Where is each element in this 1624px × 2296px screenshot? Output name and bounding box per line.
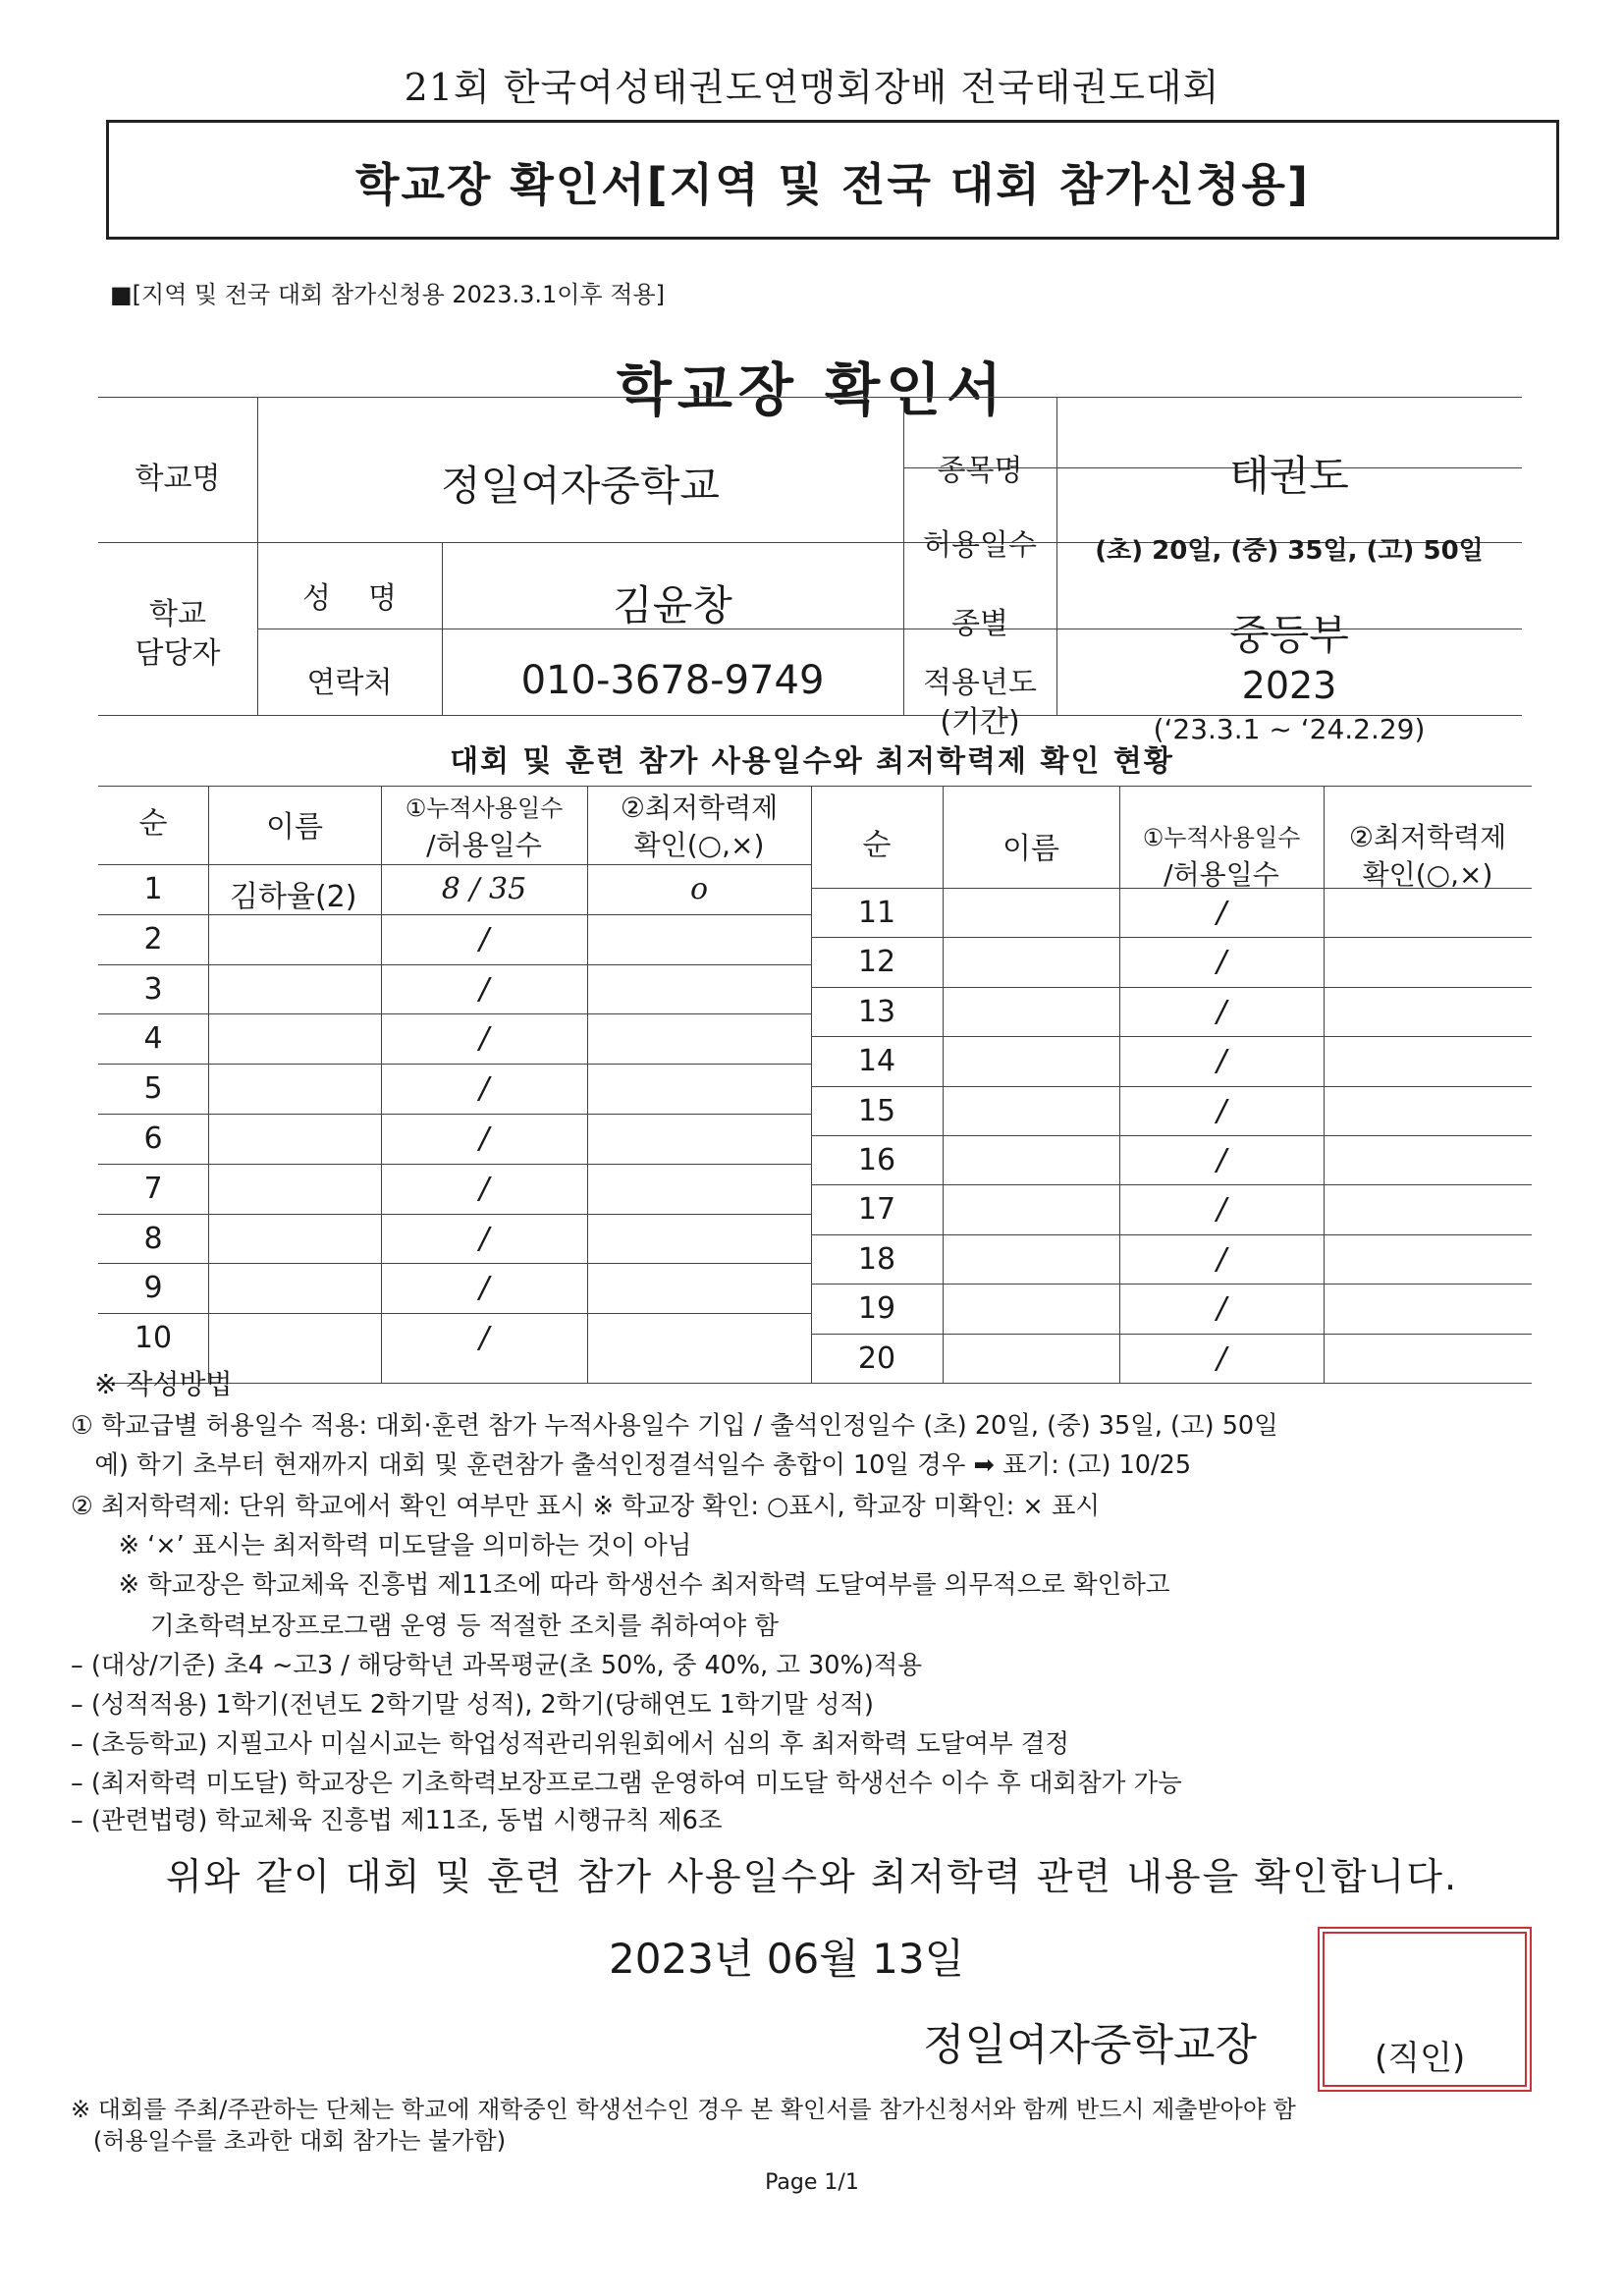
method-line: ※ 학교장은 학교체육 진흥법 제11조에 따라 학생선수 최저학력 도달여부를 의무적으로 확인하고 xyxy=(71,1570,1170,1600)
method-line: ① 학교급별 허용일수 적용: 대회·훈련 참가 누적사용일수 기입 / 출석인정일수 (초) 20일, (중) 35일, (고) 50일 xyxy=(71,1411,1278,1441)
left-row-days: / xyxy=(478,1121,490,1156)
event-label: 종목명 xyxy=(937,454,1023,488)
right-header-name: 이름 xyxy=(1002,832,1059,866)
left-row-days: / xyxy=(478,1171,490,1206)
right-header-check-2: 확인(○,×) xyxy=(1362,858,1493,891)
phone-value: 010-3678-9749 xyxy=(520,658,825,703)
confirm-statement: 위와 같이 대회 및 훈련 참가 사용일수와 최저학력 관련 내용을 확인합니다. xyxy=(165,1855,1459,1898)
school-label: 학교명 xyxy=(135,462,221,496)
allowed-label: 허용일수 xyxy=(923,528,1037,563)
contact-label-1: 학교 xyxy=(149,597,206,631)
method-line: 예) 학기 초부터 현재까지 대회 및 훈련참가 출석인정결석일수 총합이 10일 경우 ➡ 표기: (고) 10/25 xyxy=(71,1450,1192,1480)
right-row-days: / xyxy=(1216,1340,1227,1376)
left-row-name: 김하율(2) xyxy=(230,880,357,914)
method-line: ② 최저학력제: 단위 학교에서 확인 여부만 표시 ※ 학교장 확인: ○표시, 학교장 미확인: × 표시 xyxy=(71,1492,1101,1521)
school-name: 정일여자중학교 xyxy=(440,462,720,510)
year-label-1: 적용년도 xyxy=(923,666,1037,700)
right-row-no: 19 xyxy=(857,1291,896,1327)
right-row-no: 15 xyxy=(857,1093,896,1128)
doc-title: 학교장 확인서 xyxy=(616,356,1008,423)
left-row-no: 1 xyxy=(143,872,163,906)
table-subtitle: 대회 및 훈련 참가 사용일수와 최저학력제 확인 현황 xyxy=(450,744,1174,779)
right-row-no: 12 xyxy=(857,945,896,980)
name-label: 성 명 xyxy=(301,581,398,616)
category-value: 중등부 xyxy=(1229,611,1349,659)
method-line: – (초등학교) 지필고사 미실시교는 학업성적관리위원회에서 심의 후 최저학력 도달여부 결정 xyxy=(71,1729,1070,1759)
right-row-days: / xyxy=(1216,1241,1227,1277)
page-number: Page 1/1 xyxy=(765,2170,859,2195)
year-value: 2023 xyxy=(1241,664,1337,707)
left-header-days-1: ①누적사용일수 xyxy=(405,794,564,822)
left-row-no: 6 xyxy=(143,1121,163,1156)
left-row-no: 3 xyxy=(143,971,163,1007)
apply-note: ■[지역 및 전국 대회 참가신청용 2023.3.1이후 적용] xyxy=(110,281,665,308)
left-header-name: 이름 xyxy=(266,810,323,845)
right-header-days-2: /허용일수 xyxy=(1164,858,1279,891)
left-row-days: 8 / 35 xyxy=(441,872,527,906)
right-row-no: 11 xyxy=(857,896,896,930)
left-row-days: / xyxy=(478,971,490,1007)
event-value: 태권도 xyxy=(1229,452,1349,500)
method-title: ※ 작성방법 xyxy=(94,1368,233,1400)
method-line: 기초학력보장프로그램 운영 등 적절한 조치를 취하여야 함 xyxy=(71,1612,779,1641)
method-line: ※ ‘×’ 표시는 최저학력 미도달을 의미하는 것이 아님 xyxy=(71,1531,692,1560)
left-header-no: 순 xyxy=(138,806,168,841)
name-value: 김윤창 xyxy=(613,581,732,629)
right-row-no: 16 xyxy=(857,1143,896,1177)
left-row-no: 5 xyxy=(143,1071,163,1107)
left-row-no: 8 xyxy=(143,1221,163,1256)
phone-label: 연락처 xyxy=(306,666,393,700)
method-line: – (대상/기준) 초4 ~고3 / 해당학년 과목평균(초 50%, 중 40%, 고 30%)적용 xyxy=(71,1651,922,1680)
contact-label-2: 담당자 xyxy=(135,636,221,671)
left-header-days-2: /허용일수 xyxy=(426,829,542,861)
left-row-days: / xyxy=(478,1321,490,1356)
footnote-2: (허용일수를 초과한 대회 참가는 불가함) xyxy=(71,2127,507,2155)
right-row-days: / xyxy=(1216,994,1227,1029)
right-row-no: 20 xyxy=(857,1340,896,1376)
right-row-days: / xyxy=(1216,1093,1227,1128)
category-label: 종별 xyxy=(951,607,1008,641)
year-period: (‘23.3.1 ~ ‘24.2.29) xyxy=(1153,713,1426,745)
left-row-no: 9 xyxy=(143,1271,163,1306)
event-title: 21회 한국여성태권도연맹회장배 전국태권도대회 xyxy=(404,66,1220,109)
left-row-days: / xyxy=(478,1071,490,1107)
right-row-no: 17 xyxy=(857,1192,896,1228)
right-row-no: 14 xyxy=(857,1044,896,1079)
right-row-days: / xyxy=(1216,1143,1227,1177)
left-header-check-2: 확인(○,×) xyxy=(633,829,765,861)
right-row-days: / xyxy=(1216,945,1227,980)
left-row-days: / xyxy=(478,1021,490,1057)
left-header-check-1: ②최저학력제 xyxy=(620,792,779,824)
method-line: – (성적적용) 1학기(전년도 2학기말 성적), 2학기(당해연도 1학기말 성적) xyxy=(71,1690,875,1720)
left-row-no: 4 xyxy=(143,1021,163,1057)
confirm-date: 2023년 06월 13일 xyxy=(609,1935,965,1983)
left-row-days: / xyxy=(478,1221,490,1256)
right-header-check-1: ②최저학력제 xyxy=(1348,821,1507,853)
right-row-days: / xyxy=(1216,1291,1227,1327)
method-line: – (최저학력 미도달) 학교장은 기초학력보장프로그램 운영하여 미도달 학생선수 이수 후 대회참가 가능 xyxy=(71,1769,1182,1798)
year-label-2: (기간) xyxy=(940,705,1020,739)
allowed-value: (초) 20일, (중) 35일, (고) 50일 xyxy=(1095,536,1484,566)
right-header-days-1: ①누적사용일수 xyxy=(1142,824,1301,851)
right-row-days: / xyxy=(1216,1192,1227,1228)
footnote-1: ※ 대회를 주최/주관하는 단체는 학교에 재학중인 학생선수인 경우 본 확인서를 참가신청서와 함께 반드시 제출받아야 함 xyxy=(71,2096,1296,2123)
right-row-no: 18 xyxy=(857,1241,896,1277)
main-title: 학교장 확인서[지역 및 전국 대회 참가신청용] xyxy=(355,158,1310,211)
seal-label: (직인) xyxy=(1375,2039,1466,2078)
right-row-no: 13 xyxy=(857,994,896,1029)
right-header-no: 순 xyxy=(862,828,892,862)
principal-name: 정일여자중학교장 xyxy=(923,2020,1258,2070)
left-row-check: o xyxy=(689,872,709,906)
method-line: – (관련법령) 학교체육 진흥법 제11조, 동법 시행규칙 제6조 xyxy=(71,1806,723,1835)
right-row-days: / xyxy=(1216,896,1227,930)
left-row-no: 10 xyxy=(134,1321,173,1356)
left-row-days: / xyxy=(478,1271,490,1306)
left-row-no: 2 xyxy=(143,921,163,957)
left-row-days: / xyxy=(478,921,490,957)
left-row-no: 7 xyxy=(143,1171,163,1206)
right-row-days: / xyxy=(1216,1044,1227,1079)
